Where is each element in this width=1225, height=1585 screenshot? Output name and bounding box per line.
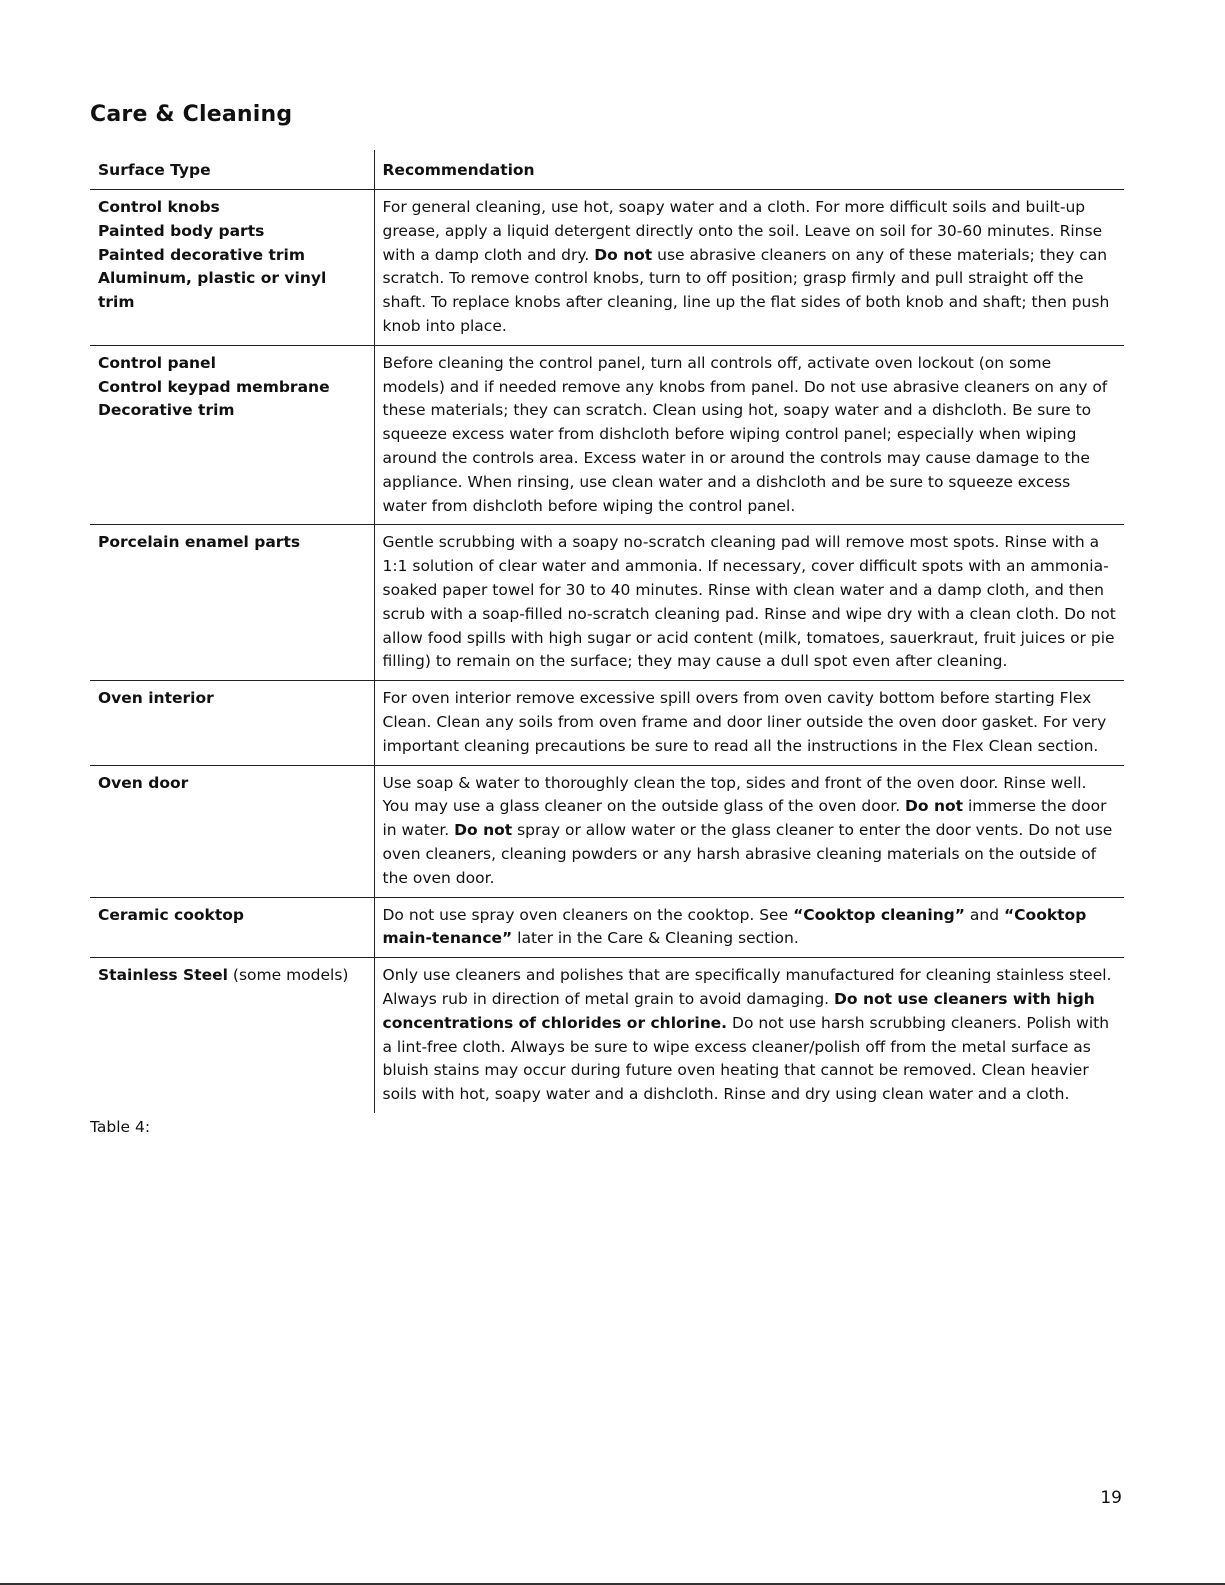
surface-type-cell bbox=[90, 765, 374, 897]
table-row bbox=[90, 897, 1124, 958]
surface-type-cell bbox=[90, 897, 374, 958]
table-row bbox=[90, 525, 1124, 681]
recommendation-text: Before cleaning the control panel, turn all controls off, activate oven lockout (on some models) and if needed remove any knobs from panel. Do not use abrasive cleaners on any of these materials; they can scratch. Clean using hot, soapy water and a dishcloth. Be sure to squeeze excess water from dishcloth before wiping control panel; especially when wiping around the controls area. Excess water in or around the controls may cause damage to the appliance. When rinsing, use clean water and a dishcloth and be sure to squeeze excess water from dishcloth before wiping the control panel. bbox=[374, 345, 1124, 525]
recommendation-text: later in the Care & Cleaning section. bbox=[512, 929, 799, 948]
column-header-recommendation: Recommendation bbox=[374, 150, 1124, 190]
recommendation-text: Do not use spray oven cleaners on the cooktop. See bbox=[382, 905, 794, 924]
surface-type: Porcelain enamel parts bbox=[98, 533, 301, 552]
surface-type: Painted decorative trim bbox=[98, 245, 305, 264]
surface-type: Painted body parts bbox=[98, 221, 265, 240]
surface-type: Aluminum, plastic or vinyl trim bbox=[98, 269, 327, 312]
surface-type: Oven door bbox=[98, 773, 189, 792]
table-row bbox=[90, 765, 1124, 897]
surface-type-cell bbox=[90, 345, 374, 525]
surface-type: Stainless Steel bbox=[98, 966, 228, 985]
recommendation-emphasis: Do not bbox=[454, 821, 513, 840]
surface-type-note: (some models) bbox=[227, 966, 349, 985]
recommendation-emphasis: Do not bbox=[594, 245, 653, 264]
recommendation-text: spray or allow water or the glass cleaner to enter the door vents. Do not use oven cleaners, cleaning powders or any harsh abrasive cleaning materials on the outside of the oven door. bbox=[382, 821, 1113, 887]
column-header-surface-type: Surface Type bbox=[90, 150, 374, 190]
table-row bbox=[90, 190, 1124, 346]
recommendation-cell bbox=[374, 897, 1124, 958]
cross-reference-cooktop-maintenance: “Cooktop main-tenance” bbox=[382, 905, 1087, 948]
table-row bbox=[90, 958, 1124, 1113]
recommendation-text: Use soap & water to thoroughly clean the top, sides and front of the oven door. Rinse well. You may use a glass cleaner on the outside glass of the oven door. bbox=[382, 773, 1087, 816]
surface-type: Control panel bbox=[98, 353, 216, 372]
table-row bbox=[90, 345, 1124, 525]
surface-type: Control keypad membrane bbox=[98, 377, 330, 396]
care-cleaning-table bbox=[90, 150, 1124, 1113]
recommendation-text: For general cleaning, use hot, soapy water and a cloth. For more difficult soils and built-up grease, apply a liquid detergent directly onto the soil. Leave on soil for 30-60 minutes. Rinse with a damp cloth and dry. bbox=[382, 198, 1103, 264]
recommendation-text: For oven interior remove excessive spill overs from oven cavity bottom before starting Flex Clean. Clean any soils from oven frame and door liner outside the oven door gasket. For very important cleaning precautions be sure to read all the instructions in the Flex Clean section. bbox=[374, 681, 1124, 765]
surface-type-cell bbox=[90, 190, 374, 346]
table-row bbox=[90, 681, 1124, 765]
recommendation-text: Gentle scrubbing with a soapy no-scratch cleaning pad will remove most spots. Rinse with a 1:1 solution of clear water and ammonia. If necessary, cover difficult spots with an ammonia-soaked paper towel for 30 to 40 minutes. Rinse with clean water and a damp cloth, and then scrub with a soap-filled no-scratch cleaning pad. Rinse and wipe dry with a clean cloth. Do not allow food spills with high sugar or acid content (milk, tomatoes, sauerkraut, fruit juices or pie filling) to remain on the surface; they may cause a dull spot even after cleaning. bbox=[374, 525, 1124, 681]
recommendation-text: immerse the door in water. bbox=[382, 797, 1107, 840]
surface-type-cell bbox=[90, 525, 374, 681]
recommendation-emphasis: Do not bbox=[905, 797, 964, 816]
recommendation-text: Do not use harsh scrubbing cleaners. Polish with a lint-free cloth. Always be sure to wipe excess cleaner/polish off from the metal surface as bluish stains may occur during future oven heating that cannot be removed. Clean heavier soils with hot, soapy water and a dishcloth. Rinse and dry using clean water and a cloth. bbox=[382, 1013, 1110, 1104]
table-header-row bbox=[90, 150, 1124, 190]
recommendation-cell bbox=[374, 958, 1124, 1113]
recommendation-text: use abrasive cleaners on any of these materials; they can scratch. To remove control knobs, turn to off position; grasp firmly and pull straight off the shaft. To replace knobs after cleaning, line up the flat sides of both knob and shaft; then push knob into place. bbox=[382, 245, 1110, 335]
cross-reference-cooktop-cleaning: “Cooktop cleaning” bbox=[793, 905, 965, 924]
surface-type-cell bbox=[90, 681, 374, 765]
recommendation-text: and bbox=[964, 905, 1004, 924]
surface-type: Control knobs bbox=[98, 198, 220, 216]
recommendation-emphasis: Do not use cleaners with high concentrations of chlorides or chlorine. bbox=[382, 989, 1095, 1032]
surface-type-cell bbox=[90, 958, 374, 1113]
recommendation-cell bbox=[374, 765, 1124, 897]
surface-type: Oven interior bbox=[98, 689, 214, 708]
page-number: 19 bbox=[1100, 1488, 1122, 1508]
recommendation-cell bbox=[374, 190, 1124, 346]
table-caption: Table 4: bbox=[90, 1118, 151, 1136]
surface-type: Decorative trim bbox=[98, 401, 235, 420]
surface-type: Ceramic cooktop bbox=[98, 905, 244, 924]
recommendation-text: Only use cleaners and polishes that are specifically manufactured for cleaning stainless steel. Always rub in direction of metal grain to avoid damaging. bbox=[382, 966, 1112, 1008]
page-title: Care & Cleaning bbox=[90, 102, 293, 127]
